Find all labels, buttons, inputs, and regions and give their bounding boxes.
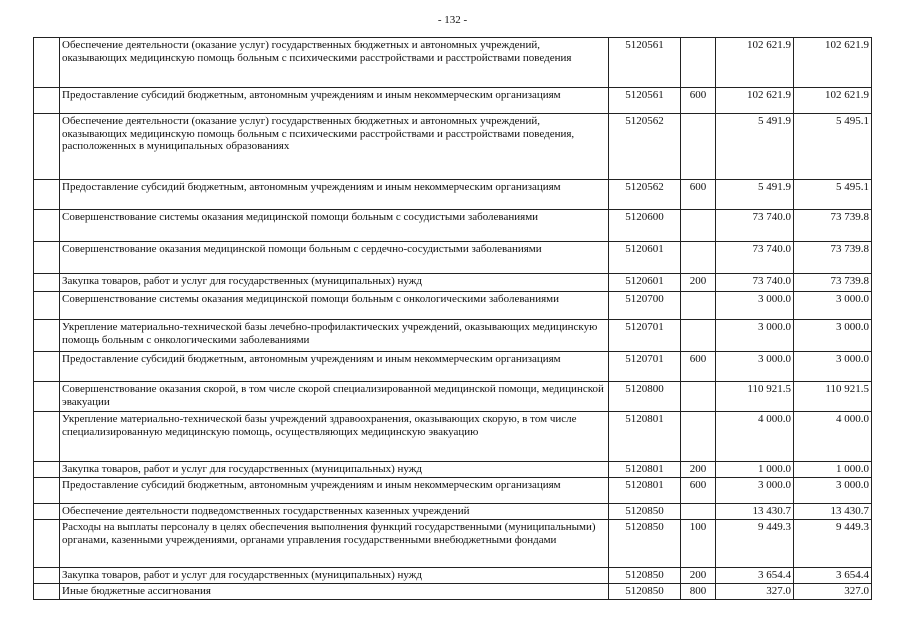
table-row [34, 242, 872, 274]
target-code-cell: 5120850 [609, 504, 681, 520]
table-row [34, 210, 872, 242]
amount-cell: 73 740.0 [716, 210, 794, 242]
table-row [34, 38, 872, 88]
target-code-cell: 5120801 [609, 412, 681, 462]
item-name-cell: Совершенствование оказания медицинской помощи больным с сердечно-сосудистыми заболеваниями [60, 242, 609, 274]
target-code-cell: 5120801 [609, 478, 681, 504]
expense-type-cell: 100 [681, 520, 716, 568]
table-row [34, 88, 872, 114]
target-code-cell: 5120800 [609, 382, 681, 412]
item-name-cell: Обеспечение деятельности (оказание услуг) государственных бюджетных и автономных учреждений, оказывающих медицинскую помощь больным с психическими расстройствами и расстройствами поведения [60, 38, 609, 88]
amount-cell: 3 000.0 [794, 320, 872, 352]
expense-type-cell: 600 [681, 352, 716, 382]
row-marker-cell [34, 292, 60, 320]
item-name-cell: Совершенствование системы оказания медицинской помощи больным с сосудистыми заболеваниями [60, 210, 609, 242]
amount-cell: 3 654.4 [794, 568, 872, 584]
row-marker-cell [34, 242, 60, 274]
expense-type-cell [681, 504, 716, 520]
item-name-cell: Расходы на выплаты персоналу в целях обеспечения выполнения функций государственными (муниципальными) органами, казенными учреждениями, органами управления государственными внебюджетными фондами [60, 520, 609, 568]
target-code-cell: 5120701 [609, 352, 681, 382]
amount-cell: 9 449.3 [716, 520, 794, 568]
item-name-cell: Совершенствование оказания скорой, в том числе скорой специализированной медицинской помощи, медицинской эвакуации [60, 382, 609, 412]
amount-cell: 73 739.8 [794, 274, 872, 292]
expense-type-cell [681, 382, 716, 412]
item-name-cell: Предоставление субсидий бюджетным, автономным учреждениям и иным некоммерческим организациям [60, 478, 609, 504]
target-code-cell: 5120562 [609, 114, 681, 180]
amount-cell: 5 491.9 [716, 180, 794, 210]
amount-cell: 5 495.1 [794, 180, 872, 210]
amount-cell: 102 621.9 [716, 88, 794, 114]
row-marker-cell [34, 478, 60, 504]
table-row [34, 114, 872, 180]
row-marker-cell [34, 114, 60, 180]
amount-cell: 3 000.0 [794, 292, 872, 320]
amount-cell: 102 621.9 [794, 38, 872, 88]
amount-cell: 5 495.1 [794, 114, 872, 180]
expense-type-cell [681, 242, 716, 274]
expense-type-cell: 200 [681, 568, 716, 584]
table-row [34, 382, 872, 412]
amount-cell: 4 000.0 [716, 412, 794, 462]
amount-cell: 73 740.0 [716, 242, 794, 274]
row-marker-cell [34, 412, 60, 462]
expense-type-cell [681, 292, 716, 320]
table-row [34, 568, 872, 584]
table-row [34, 478, 872, 504]
amount-cell: 102 621.9 [716, 38, 794, 88]
amount-cell: 73 739.8 [794, 210, 872, 242]
row-marker-cell [34, 180, 60, 210]
amount-cell: 3 000.0 [716, 292, 794, 320]
budget-table [33, 37, 872, 600]
item-name-cell: Совершенствование системы оказания медицинской помощи больным с онкологическими заболеваниями [60, 292, 609, 320]
expense-type-cell [681, 114, 716, 180]
row-marker-cell [34, 568, 60, 584]
amount-cell: 102 621.9 [794, 88, 872, 114]
amount-cell: 73 739.8 [794, 242, 872, 274]
row-marker-cell [34, 210, 60, 242]
row-marker-cell [34, 504, 60, 520]
row-marker-cell [34, 274, 60, 292]
row-marker-cell [34, 520, 60, 568]
table-row [34, 412, 872, 462]
target-code-cell: 5120600 [609, 210, 681, 242]
amount-cell: 327.0 [716, 584, 794, 600]
item-name-cell: Закупка товаров, работ и услуг для государственных (муниципальных) нужд [60, 274, 609, 292]
amount-cell: 3 000.0 [716, 352, 794, 382]
expense-type-cell: 600 [681, 88, 716, 114]
table-row [34, 504, 872, 520]
row-marker-cell [34, 382, 60, 412]
amount-cell: 3 000.0 [716, 478, 794, 504]
item-name-cell: Предоставление субсидий бюджетным, автономным учреждениям и иным некоммерческим организациям [60, 352, 609, 382]
amount-cell: 3 000.0 [794, 478, 872, 504]
target-code-cell: 5120601 [609, 242, 681, 274]
amount-cell: 4 000.0 [794, 412, 872, 462]
table-row [34, 292, 872, 320]
table-row [34, 320, 872, 352]
target-code-cell: 5120850 [609, 568, 681, 584]
table-row [34, 520, 872, 568]
item-name-cell: Обеспечение деятельности подведомственных государственных казенных учреждений [60, 504, 609, 520]
item-name-cell: Предоставление субсидий бюджетным, автономным учреждениям и иным некоммерческим организациям [60, 180, 609, 210]
table-row [34, 180, 872, 210]
expense-type-cell: 200 [681, 274, 716, 292]
target-code-cell: 5120562 [609, 180, 681, 210]
amount-cell: 3 000.0 [794, 352, 872, 382]
item-name-cell: Закупка товаров, работ и услуг для государственных (муниципальных) нужд [60, 568, 609, 584]
amount-cell: 110 921.5 [716, 382, 794, 412]
row-marker-cell [34, 584, 60, 600]
expense-type-cell: 800 [681, 584, 716, 600]
expense-type-cell: 200 [681, 462, 716, 478]
row-marker-cell [34, 38, 60, 88]
row-marker-cell [34, 462, 60, 478]
amount-cell: 13 430.7 [794, 504, 872, 520]
expense-type-cell [681, 38, 716, 88]
target-code-cell: 5120700 [609, 292, 681, 320]
row-marker-cell [34, 88, 60, 114]
item-name-cell: Обеспечение деятельности (оказание услуг) государственных бюджетных и автономных учреждений, оказывающих медицинскую помощь больным с психическими расстройствами и расстройствами поведения, расположенных в муниципальных образованиях [60, 114, 609, 180]
page-number: - 132 - [437, 14, 468, 26]
target-code-cell: 5120850 [609, 520, 681, 568]
table-row [34, 462, 872, 478]
item-name-cell: Укрепление материально-технической базы учреждений здравоохранения, оказывающих скорую, в том числе специализированную медицинскую помощь, осуществляющих медицинскую эвакуацию [60, 412, 609, 462]
amount-cell: 9 449.3 [794, 520, 872, 568]
amount-cell: 1 000.0 [716, 462, 794, 478]
item-name-cell: Иные бюджетные ассигнования [60, 584, 609, 600]
target-code-cell: 5120601 [609, 274, 681, 292]
expense-type-cell: 600 [681, 478, 716, 504]
amount-cell: 110 921.5 [794, 382, 872, 412]
table-row [34, 584, 872, 600]
table-row [34, 352, 872, 382]
row-marker-cell [34, 320, 60, 352]
target-code-cell: 5120801 [609, 462, 681, 478]
expense-type-cell [681, 320, 716, 352]
amount-cell: 3 654.4 [716, 568, 794, 584]
item-name-cell: Укрепление материально-технической базы лечебно-профилактических учреждений, оказывающих медицинскую помощь больным с онкологическими заболеваниями [60, 320, 609, 352]
item-name-cell: Закупка товаров, работ и услуг для государственных (муниципальных) нужд [60, 462, 609, 478]
amount-cell: 1 000.0 [794, 462, 872, 478]
amount-cell: 13 430.7 [716, 504, 794, 520]
amount-cell: 73 740.0 [716, 274, 794, 292]
target-code-cell: 5120701 [609, 320, 681, 352]
amount-cell: 327.0 [794, 584, 872, 600]
target-code-cell: 5120850 [609, 584, 681, 600]
expense-type-cell [681, 412, 716, 462]
expense-type-cell [681, 210, 716, 242]
amount-cell: 5 491.9 [716, 114, 794, 180]
table-row [34, 274, 872, 292]
expense-type-cell: 600 [681, 180, 716, 210]
target-code-cell: 5120561 [609, 38, 681, 88]
item-name-cell: Предоставление субсидий бюджетным, автономным учреждениям и иным некоммерческим организациям [60, 88, 609, 114]
target-code-cell: 5120561 [609, 88, 681, 114]
row-marker-cell [34, 352, 60, 382]
amount-cell: 3 000.0 [716, 320, 794, 352]
